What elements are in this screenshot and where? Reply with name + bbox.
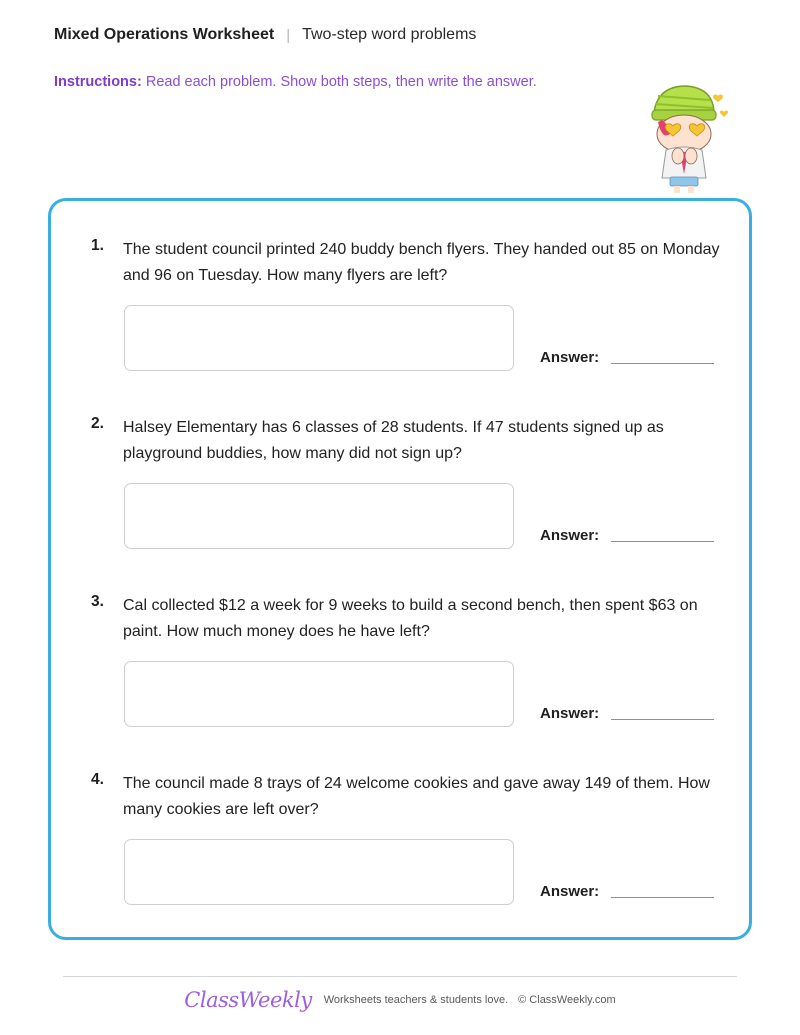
- problem-number: 3.: [91, 593, 104, 610]
- classweekly-logo: ClassWeekly: [184, 988, 312, 1012]
- instructions-label: Instructions:: [54, 74, 142, 90]
- answer-line[interactable]: [611, 363, 714, 364]
- problem-text: Halsey Elementary has 6 classes of 28 students. If 47 students signed up as playground buddies, how many did not sign up?: [123, 419, 664, 462]
- footer-divider: [63, 976, 737, 977]
- problem-3: [51, 593, 749, 763]
- worksheet-title: Mixed Operations Worksheet: [54, 26, 275, 43]
- footer-tagline: Worksheets teachers & students love.: [323, 994, 509, 1006]
- work-box[interactable]: [124, 305, 514, 371]
- worksheet-subtitle: Two-step word problems: [302, 26, 477, 43]
- worksheet-header: [54, 26, 476, 44]
- footer-copyright: © ClassWeekly.com: [518, 994, 616, 1006]
- work-box[interactable]: [124, 661, 514, 727]
- problem-number: 4.: [91, 771, 104, 788]
- problem-4: [51, 771, 749, 941]
- answer-label: Answer:: [540, 883, 600, 900]
- work-box[interactable]: [124, 839, 514, 905]
- answer-label: Answer:: [540, 349, 600, 366]
- instructions-text: Read each problem. Show both steps, then write the answer.: [145, 74, 537, 90]
- problem-number: 1.: [91, 237, 104, 254]
- work-box[interactable]: [124, 483, 514, 549]
- footer: [0, 988, 800, 1012]
- instructions: [54, 74, 537, 90]
- answer-line[interactable]: [611, 897, 714, 898]
- answer-line[interactable]: [611, 541, 714, 542]
- problem-text: Cal collected $12 a week for 9 weeks to build a second bench, then spent $63 on paint. How much money does he have left?: [123, 597, 698, 640]
- problems-panel: [48, 198, 752, 940]
- problem-2: [51, 415, 749, 585]
- problem-1: [51, 237, 749, 407]
- problem-text: The council made 8 trays of 24 welcome cookies and gave away 149 of them. How many cookies are left over?: [123, 775, 710, 818]
- answer-label: Answer:: [540, 705, 600, 722]
- mascot-icon: [640, 82, 730, 194]
- problem-text: The student council printed 240 buddy bench flyers. They handed out 85 on Monday and 96 on Tuesday. How many flyers are left?: [123, 241, 720, 284]
- header-separator: |: [286, 26, 291, 44]
- answer-line[interactable]: [611, 719, 714, 720]
- answer-label: Answer:: [540, 527, 600, 544]
- problem-number: 2.: [91, 415, 104, 432]
